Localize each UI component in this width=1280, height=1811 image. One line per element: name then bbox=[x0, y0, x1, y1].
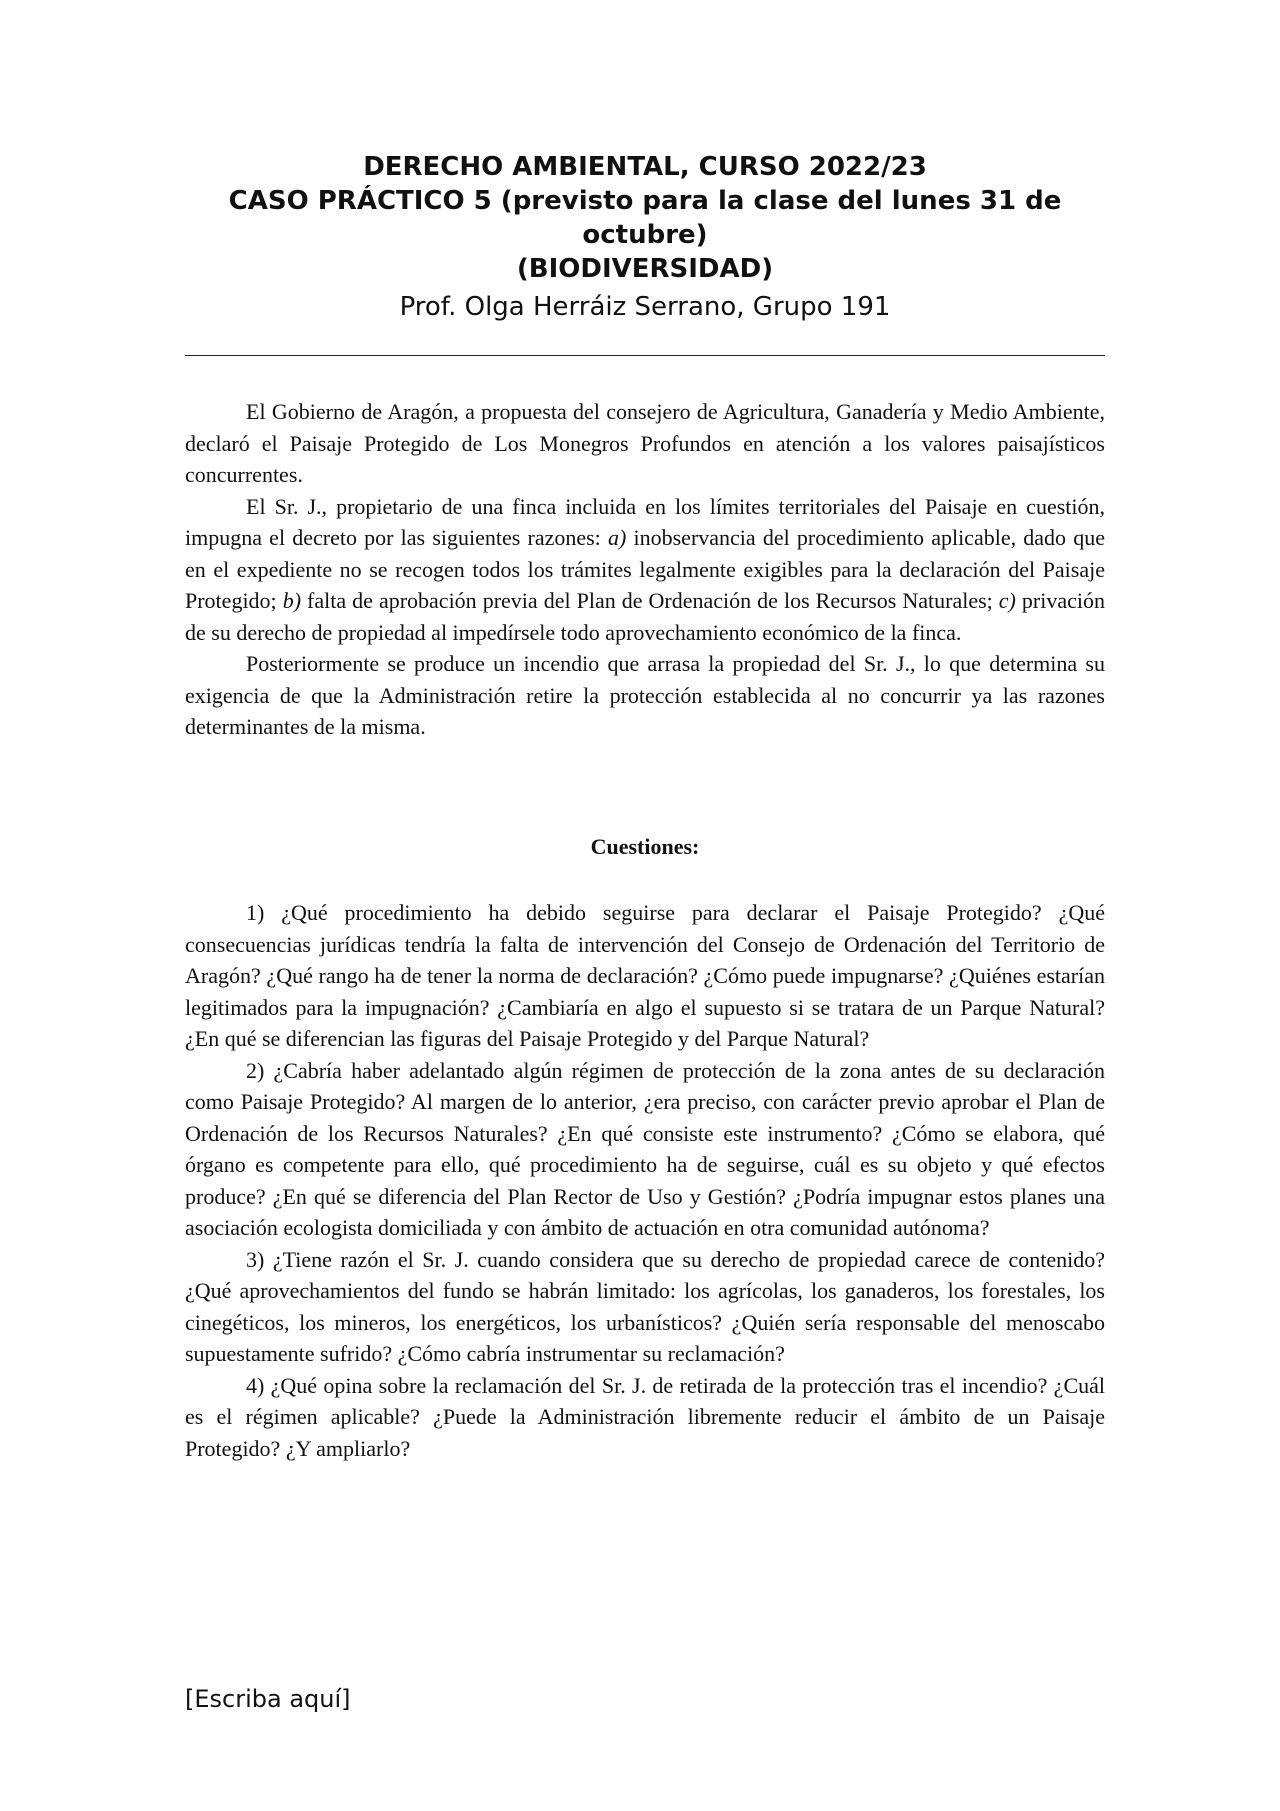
intro-p2-text-3: falta de aprobación previa del Plan de Ordenación de los Recursos Naturales; bbox=[301, 588, 999, 613]
intro-p2-text-4: privación de su derecho de propiedad al impedírsele todo aprovechamiento económico de la finca. bbox=[185, 588, 1105, 645]
questions-heading: Cuestiones: bbox=[590, 834, 700, 859]
intro-p2-text-1: El Sr. J., propietario de una finca incluida en los límites territoriales del Paisaje en cuestión, impugna el decreto por las siguientes razones: bbox=[185, 493, 1105, 550]
reason-b-label: b) bbox=[282, 588, 302, 613]
document-header bbox=[185, 150, 1105, 324]
intro-p2-text-2: inobservancia del procedimiento aplicable, dado que en el expediente no se recogen todos los trámites legalmente exigibles para la declaración del Paisaje Protegido; bbox=[185, 525, 1105, 613]
question-item: 4) ¿Qué opina sobre la reclamación del Sr. J. de retirada de la protección tras el incendio? ¿Cuál es el régimen aplicable? ¿Puede la Administración libremente reducir el ámbito de un Paisaje Protegido? ¿Y ampliarlo? bbox=[185, 1372, 1105, 1461]
intro-paragraph-1: El Gobierno de Aragón, a propuesta del consejero de Agricultura, Ganadería y Medio Ambiente, declaró el Paisaje Protegido de Los Monegros Profundos en atención a los valores paisajísticos concurrentes. bbox=[185, 399, 1105, 487]
questions-list bbox=[185, 897, 1105, 1464]
topic-title: (BIODIVERSIDAD) bbox=[516, 254, 774, 284]
question-item: 3) ¿Tiene razón el Sr. J. cuando considera que su derecho de propiedad carece de contenido? ¿Qué aprovechamientos del fundo se habrán limitado: los agrícolas, los ganaderos, los forestales, los cinegéticos, los mineros, los energéticos, los urbanísticos? ¿Quién sería responsable del menoscabo supuestamente sufrido? ¿Cómo cabría instrumentar su reclamación? bbox=[185, 1246, 1105, 1366]
footer-placeholder[interactable]: [Escriba aquí] bbox=[185, 1685, 351, 1713]
professor-line: Prof. Olga Herráiz Serrano, Grupo 191 bbox=[399, 292, 891, 322]
case-statement bbox=[185, 396, 1105, 743]
intro-paragraph-2 bbox=[185, 491, 1105, 649]
reason-a-label: a) bbox=[607, 525, 627, 550]
case-title: CASO PRÁCTICO 5 (previsto para la clase del lunes 31 de octubre) bbox=[228, 186, 1062, 250]
question-item: 2) ¿Cabría haber adelantado algún régimen de protección de la zona antes de su declaración como Paisaje Protegido? Al margen de lo anterior, ¿era preciso, con carácter previo aprobar el Plan de Ordenación de los Recursos Naturales? ¿En qué consiste este instrumento? ¿Cómo se elabora, qué órgano es competente para ello, qué procedimiento ha de seguirse, cuál es su objeto y qué efectos produce? ¿En qué se diferencia del Plan Rector de Uso y Gestión? ¿Podría impugnar estos planes una asociación ecologista domiciliada y con ámbito de actuación en otra comunidad autónoma? bbox=[185, 1057, 1105, 1240]
course-title: DERECHO AMBIENTAL, CURSO 2022/23 bbox=[363, 152, 927, 182]
question-item: 1) ¿Qué procedimiento ha debido seguirse para declarar el Paisaje Protegido? ¿Qué consecuencias jurídicas tendría la falta de intervención del Consejo de Ordenación del Territorio de Aragón? ¿Qué rango ha de tener la norma de declaración? ¿Cómo puede impugnarse? ¿Quiénes estarían legitimados para la impugnación? ¿Cambiaría en algo el supuesto si se tratara de un Parque Natural? ¿En qué se diferencian las figuras del Paisaje Protegido y del Parque Natural? bbox=[185, 900, 1105, 1051]
reason-c-label: c) bbox=[998, 588, 1016, 613]
header-divider bbox=[185, 355, 1105, 356]
intro-paragraph-3: Posteriormente se produce un incendio que arrasa la propiedad del Sr. J., lo que determina su exigencia de que la Administración retire la protección establecida al no concurrir ya las razones determinantes de la misma. bbox=[185, 651, 1105, 739]
